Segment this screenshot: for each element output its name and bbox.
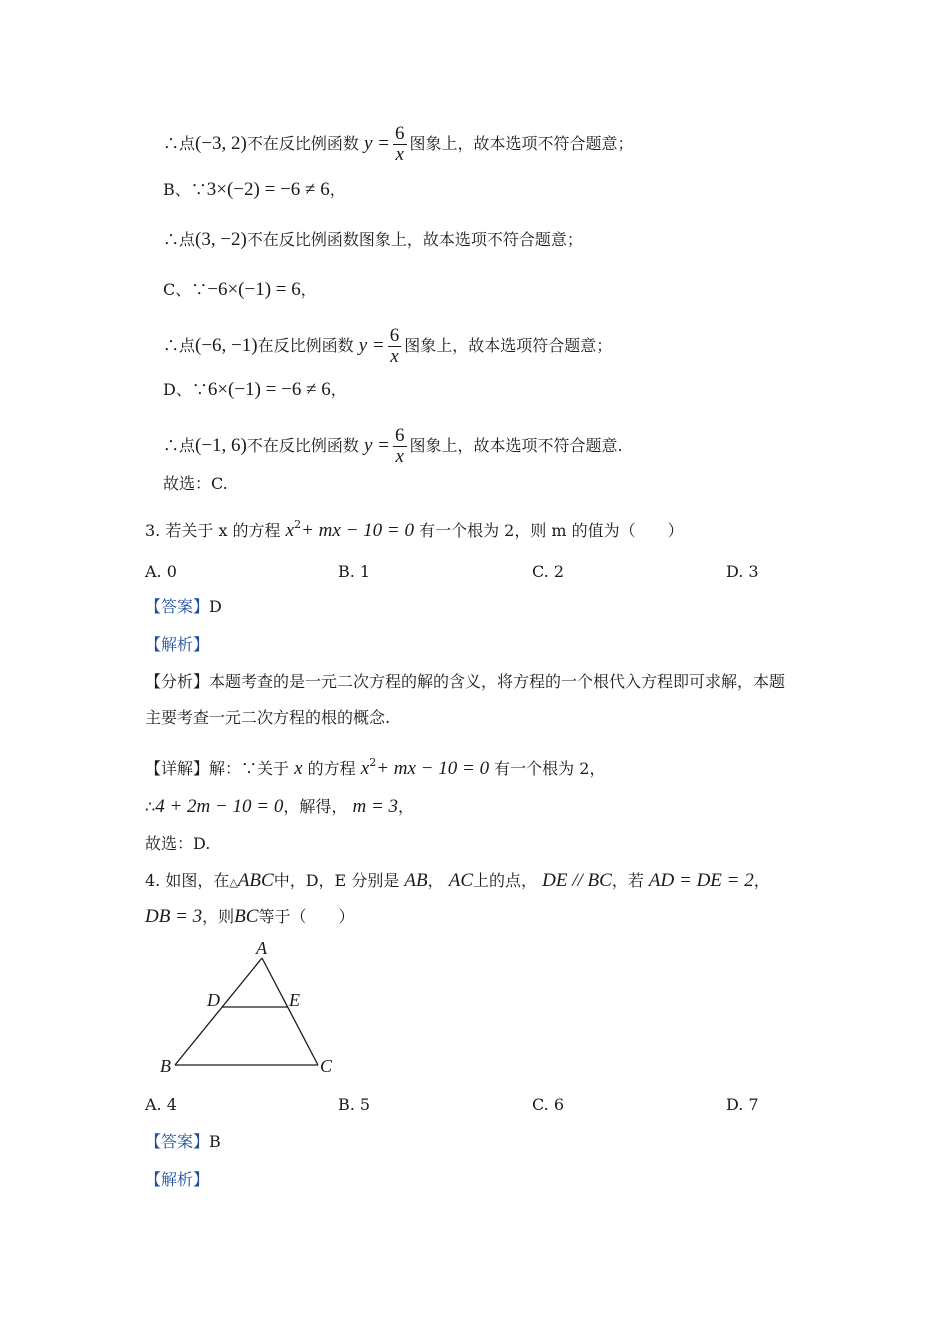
q3-option-a: A. 0	[145, 562, 177, 581]
q2-line-3: ∴点(3, −2)不在反比例函数图象上，故本选项不符合题意；	[163, 229, 583, 250]
label-b: B	[160, 1056, 171, 1076]
q3-calc: ∴4 + 2m − 10 = 0，解得， m = 3，	[145, 796, 415, 817]
q4-option-d: D. 7	[726, 1095, 759, 1114]
q4-option-b: B. 5	[338, 1095, 371, 1114]
q2-line-2: B、∵3×(−2) = −6 ≠ 6，	[163, 179, 346, 200]
fraction-6-over-x: $\frac{6}{x}$	[395, 425, 405, 467]
q2-line-4: C、∵−6×(−1) = 6，	[163, 279, 317, 300]
q3-choose: 故选：D.	[145, 834, 211, 853]
q3-answer: 【答案】D	[145, 597, 222, 616]
q4-option-c: C. 6	[532, 1095, 565, 1114]
side-ab	[175, 958, 262, 1065]
q2-line-7: ∴点(−1, 6)不在反比例函数 y = $\frac{6}{x}$ 图象上，故本选项不符合题意.	[163, 425, 623, 467]
q3-stem: 3. 若关于 x 的方程 $x^2+$ mx − 10 = 0 有一个根为 2，则 m 的值为（ ）	[145, 518, 684, 541]
q3-option-d: D. 3	[726, 562, 759, 581]
q2-line-5: ∴点(−6, −1)在反比例函数 y = $\frac{6}{x}$ 图象上，故本选项符合题意；	[163, 325, 613, 367]
label-d: D	[207, 990, 220, 1010]
q3-detail: 【详解】解：∵关于 x 的方程 $x^2+$ mx − 10 = 0 有一个根为 2，	[145, 756, 606, 779]
q4-analysis-heading: 【解析】	[145, 1170, 210, 1189]
q3-option-b: B. 1	[338, 562, 371, 581]
q3-option-c: C. 2	[532, 562, 565, 581]
q4-stem-1: 4. 如图，在△ABC中，D，E 分别是 AB， AC上的点， DE // BC，若 AD = DE = 2，	[145, 870, 770, 891]
q4-stem-2: DB = 3，则BC等于（ ）	[145, 906, 355, 927]
fraction-6-over-x: $\frac{6}{x}$	[395, 123, 405, 165]
side-ac	[262, 958, 318, 1065]
label-a: A	[256, 940, 267, 958]
q4-option-a: A. 4	[145, 1095, 177, 1114]
q3-fenxi-cont: 主要考查一元二次方程的根的概念.	[145, 708, 391, 727]
q4-answer: 【答案】B	[145, 1132, 221, 1151]
q2-line-6: D、∵6×(−1) = −6 ≠ 6，	[163, 379, 347, 400]
q3-fenxi: 【分析】本题考查的是一元二次方程的解的含义，将方程的一个根代入方程即可求解，本题	[145, 672, 786, 691]
q2-line-1: ∴点(−3, 2)不在反比例函数 y = $\frac{6}{x}$ 图象上，故本选项不符合题意；	[163, 123, 634, 165]
triangle-figure	[155, 940, 345, 1080]
label-e: E	[289, 990, 300, 1010]
q3-analysis-heading: 【解析】	[145, 635, 210, 654]
q2-choose: 故选：C.	[163, 474, 228, 493]
label-c: C	[320, 1056, 333, 1076]
fraction-6-over-x: $\frac{6}{x}$	[389, 325, 400, 367]
